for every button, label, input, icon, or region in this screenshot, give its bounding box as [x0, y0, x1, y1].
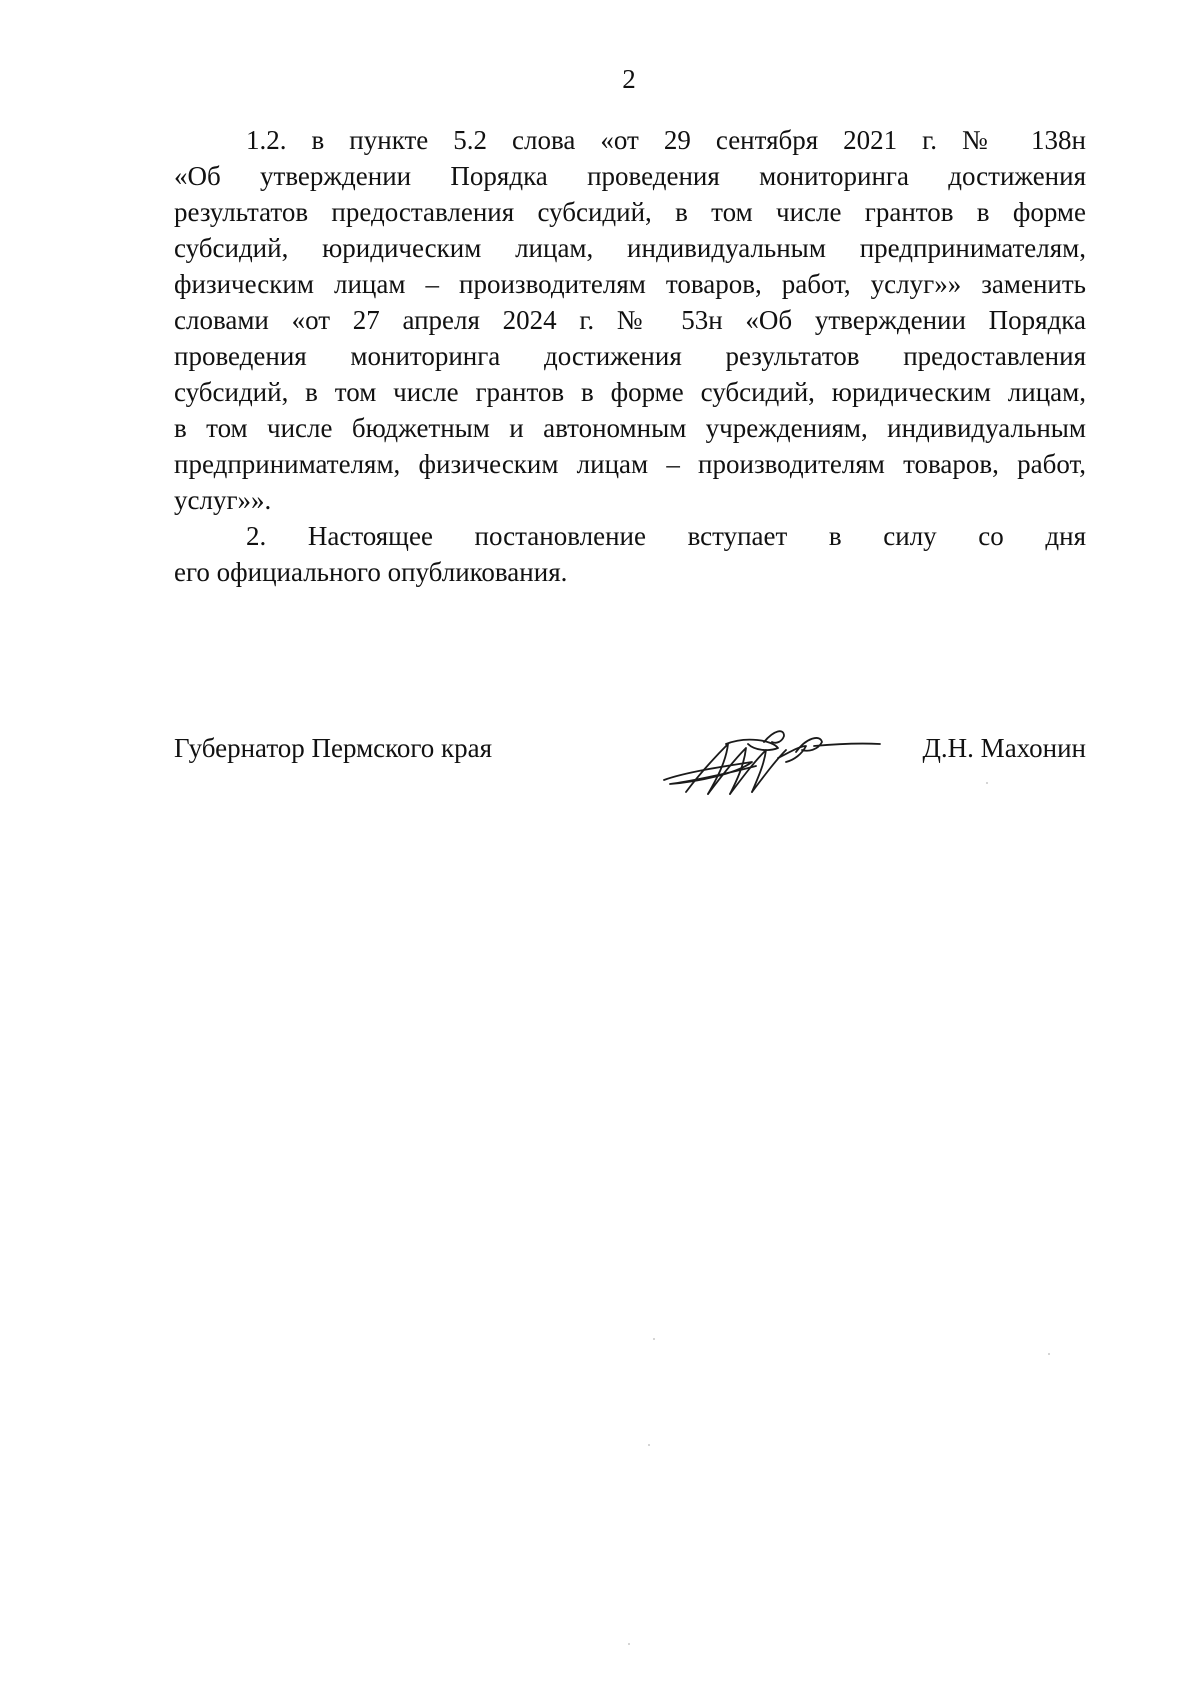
text-line: результатов предоставления субсидий, в том числе грантов в форме: [174, 197, 1086, 227]
scan-speck: [986, 782, 988, 784]
text-line: субсидий, в том числе грантов в форме субсидий, юридическим лицам,: [174, 377, 1086, 407]
text-line: словами «от 27 апреля 2024 г. № 53н «Об утверждении Порядка: [174, 305, 1086, 335]
text-line: 1.2. в пункте 5.2 слова «от 29 сентября 2021 г. № 138н: [246, 125, 1086, 155]
scan-speck: [648, 1444, 650, 1446]
text-line: 2. Настоящее постановление вступает в силу со дня: [246, 521, 1086, 551]
text-line: услуг»».: [174, 485, 272, 515]
scan-speck: [1048, 1353, 1050, 1355]
text-line: в том числе бюджетным и автономным учреждениям, индивидуальным: [174, 413, 1086, 443]
text-line: проведения мониторинга достижения результатов предоставления: [174, 341, 1086, 371]
text-line: «Об утверждении Порядка проведения мониторинга достижения: [174, 161, 1086, 191]
paragraph-2: [174, 518, 1086, 590]
document-body: [174, 122, 1086, 590]
text-line: физическим лицам – производителям товаров, работ, услуг»» заменить: [174, 269, 1086, 299]
paragraph-1-2: [174, 122, 1086, 518]
page-number: 2: [622, 64, 636, 94]
signatory-position: Губернатор Пермского края: [174, 733, 493, 763]
signature-block: [174, 730, 1086, 810]
signatory-name: Д.Н. Махонин: [922, 733, 1086, 763]
scan-speck: [653, 1338, 655, 1340]
text-line: субсидий, юридическим лицам, индивидуальным предпринимателям,: [174, 233, 1086, 263]
scan-speck: [628, 1643, 630, 1645]
text-line: его официального опубликования.: [174, 557, 568, 587]
handwritten-signature: [656, 722, 882, 800]
text-line: предпринимателям, физическим лицам – производителям товаров, работ,: [174, 449, 1086, 479]
